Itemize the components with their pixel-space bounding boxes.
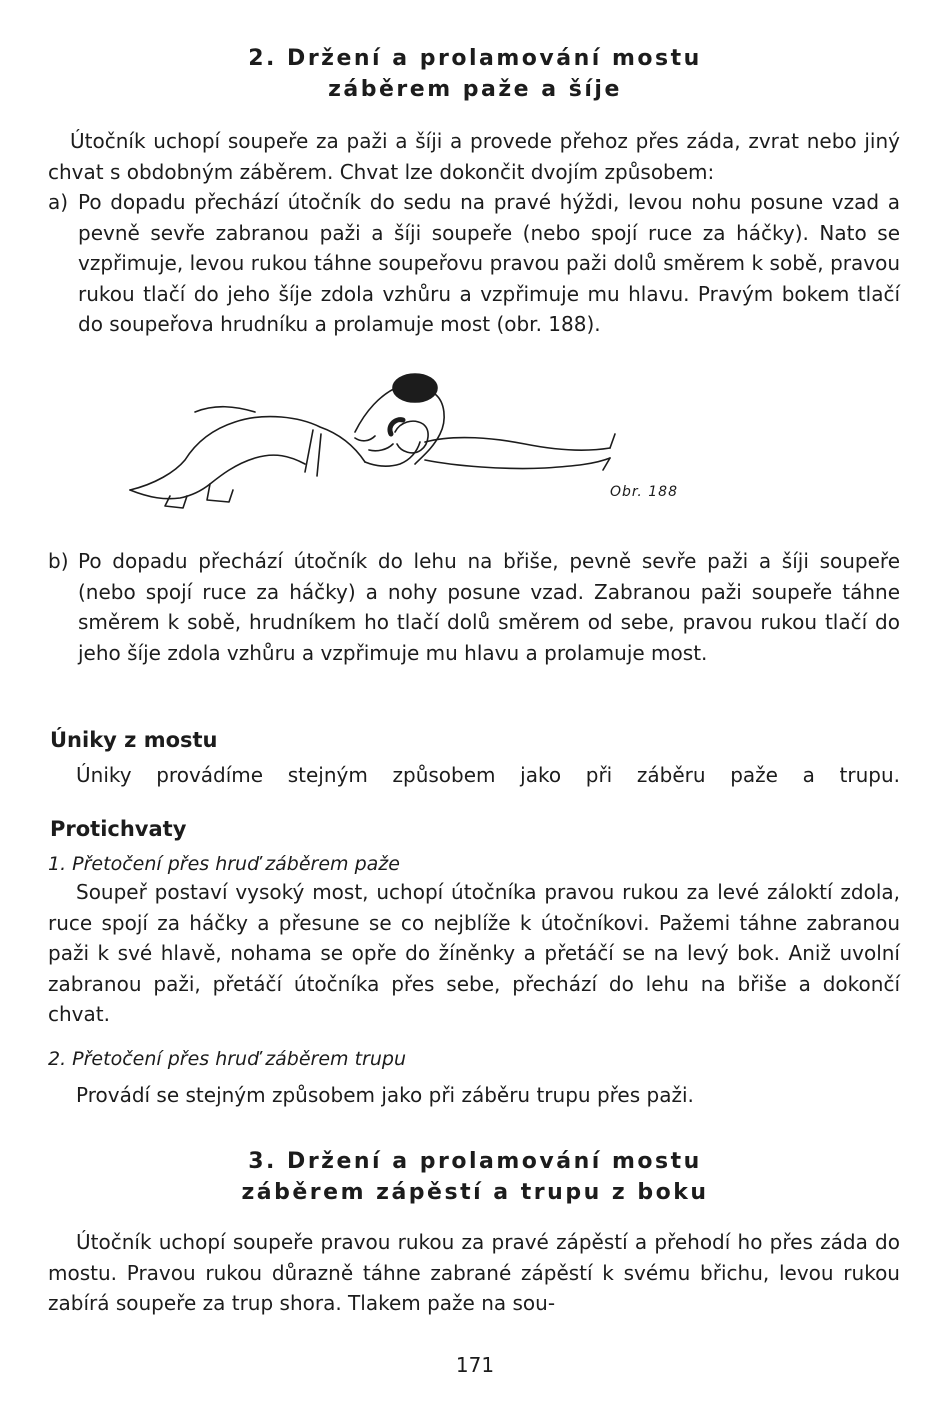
top-wrestler-torso xyxy=(415,394,444,464)
counter-1-text: Soupeř postaví vysoký most, uchopí útočníka pravou rukou za levé záloktí zdola, ruce spojí za háčky a přesune se co nejblíže k útočníkovi. Pažemi táhne zabranou paži k své hlavě, nohama se opře do žíněnky a přetáčí se na levý bok. Aniž uvolní zabranou paži, přetáčí útočníka přes sebe, přechází do lehu na břiše a dokončí chvat. xyxy=(48,880,900,1026)
section-3-text: Útočník uchopí soupeře pravou rukou za pravé zápěstí a přehodí ho přes záda do mostu. Pravou rukou důrazně táhne zabrané zápěstí k svému břichu, levou rukou zabírá soupeře za trup shora. Tlakem paže na sou- xyxy=(48,1230,900,1315)
top-wrestler-leg-upper xyxy=(425,438,610,451)
page-number: 171 xyxy=(455,1353,495,1377)
counters-heading: Protichvaty xyxy=(50,817,187,841)
wrestler-arms-detail xyxy=(355,436,393,451)
section-2-title-line-2: záběrem paže a šíje xyxy=(328,77,622,102)
figure-caption: Obr. 188 xyxy=(610,484,678,500)
section-3-title-line-1: 3. Držení a prolamování mostu xyxy=(248,1149,702,1174)
section-2-title-line-1: 2. Držení a prolamování mostu xyxy=(248,46,702,71)
bottom-wrestler-leg-2 xyxy=(210,455,305,484)
item-b xyxy=(48,546,900,668)
section-2-intro: Útočník uchopí soupeře za paži a šíji a provede přehoz přes záda, zvrat nebo jiný chvat s obdobným záběrem. Chvat lze dokončit dvojím způsobem: xyxy=(48,129,900,184)
section-3-title-line-2: záběrem zápěstí a trupu z boku xyxy=(241,1180,709,1205)
item-b-marker: b) xyxy=(48,549,69,573)
item-b-text: Po dopadu přechází útočník do lehu na břiše, pevně sevře paži a šíji soupeře (nebo spojí ruce za háčky) a nohy posune vzad. Zabranou paži soupeře táhne směrem k sobě, hrudníkem ho tlačí dolů směrem od sebe, pravou rukou tlačí do jeho šíje zdola vzhůru a vzpřimuje mu hlavu a prolamuje most. xyxy=(78,549,900,665)
item-a xyxy=(48,187,900,340)
counter-2-text: Provádí se stejným způsobem jako při záběru trupu přes paži. xyxy=(76,1083,694,1107)
bottom-wrestler-back-line xyxy=(130,417,365,490)
counter-1-title: 1. Přetočení přes hruď záběrem paže xyxy=(48,853,400,875)
escapes-heading: Úniky z mostu xyxy=(50,728,218,752)
escapes-text: Úniky provádíme stejným způsobem jako při záběru paže a trupu. xyxy=(76,763,900,787)
top-wrestler-leg-lower xyxy=(425,458,610,469)
bottom-wrestler-face xyxy=(395,421,428,453)
counter-2-title: 2. Přetočení přes hruď záběrem trupu xyxy=(48,1048,407,1070)
wrestling-illustration xyxy=(125,372,625,512)
bottom-wrestler-hair xyxy=(390,420,403,434)
bottom-wrestler-knee xyxy=(195,407,255,412)
bottom-wrestler-foot-2 xyxy=(207,484,233,502)
top-wrestler-feet xyxy=(603,434,615,470)
item-a-text: Po dopadu přechází útočník do sedu na pravé hýždi, levou nohu posune vzad a pevně sevře zabranou paži a šíji soupeře (nebo spojí ruce za háčky). Nato se vzpřimuje, levou rukou táhne soupeřovu pravou paži dolů směrem k sobě, pravou rukou tlačí do jeho šíje zdola vzhůru a vzpřimuje mu hlavu. Pravým bokem tlačí do soupeřova hrudníku a prolamuje most (obr. 188). xyxy=(78,190,900,336)
top-wrestler-arm xyxy=(365,442,420,466)
wrestler-singlet-detail xyxy=(305,430,321,476)
item-a-marker: a) xyxy=(48,190,69,214)
top-wrestler-hair xyxy=(393,374,437,402)
